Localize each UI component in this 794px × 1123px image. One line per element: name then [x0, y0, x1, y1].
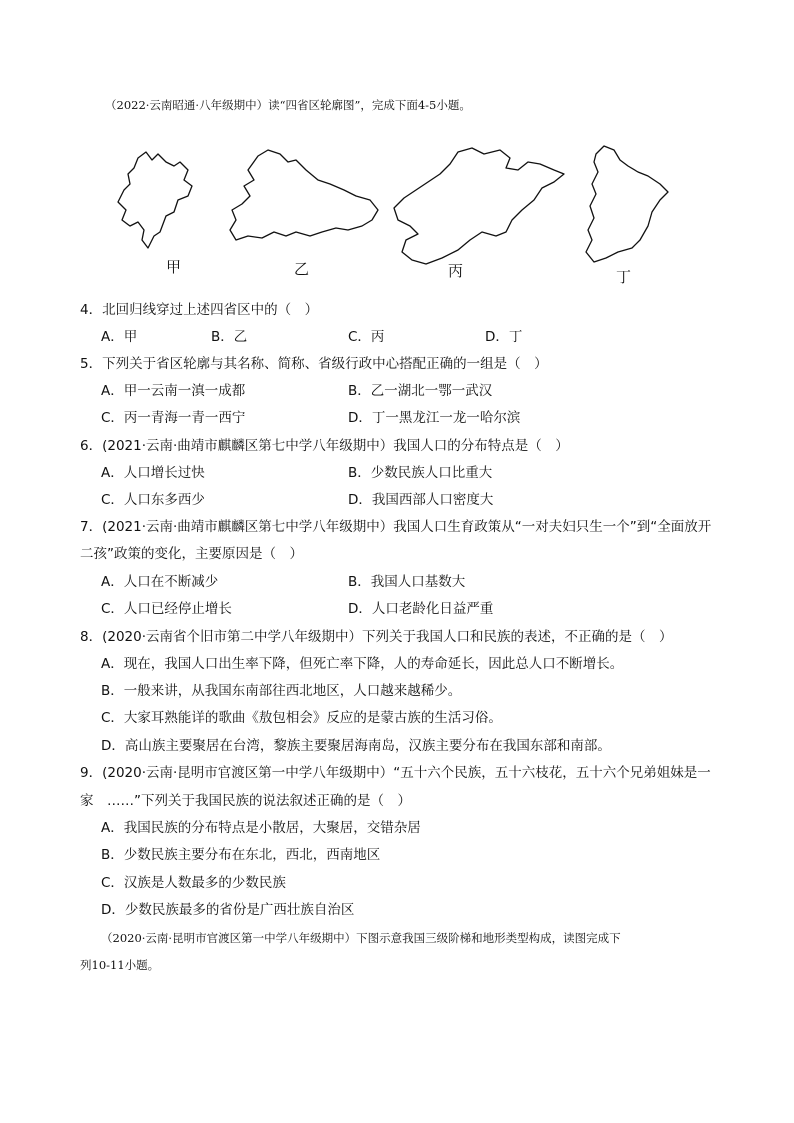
question-9-line-1: 9．(2020·云南·昆明市官渡区第一中学八年级期中）“五十六个民族，五十六枝花，五十六个兄弟姐妹是一 — [80, 765, 711, 781]
q8-option-b[interactable]: B．一般来讲，从我国东南部往西北地区，人口越来越稀少。 — [101, 683, 462, 699]
q5-option-a[interactable]: A．甲一云南一滇一成都 — [101, 383, 246, 399]
question-8: 8．(2020·云南省个旧市第二中学八年级期中）下列关于我国人口和民族的表述，不正确的是（ ） — [80, 629, 673, 645]
question-6: 6．(2021·云南·曲靖市麒麟区第七中学八年级期中）我国人口的分布特点是（ ） — [80, 438, 569, 454]
q6-option-d[interactable]: D．我国西部人口密度大 — [348, 492, 494, 508]
q9-option-a[interactable]: A．我国民族的分布特点是小散居，大聚居，交错杂居 — [101, 820, 421, 836]
q4-option-a[interactable]: A．甲 — [101, 329, 138, 345]
map-label-bing: 丙 — [448, 262, 464, 280]
q7-option-b[interactable]: B．我国人口基数大 — [348, 574, 466, 590]
q7-option-d[interactable]: D．人口老龄化日益严重 — [348, 601, 494, 617]
intro-10-11-line-2: 列10-11小题。 — [80, 958, 160, 972]
outline-ding — [586, 146, 668, 262]
intro-4-5: （2022·云南昭通·八年级期中）读“四省区轮廓图”，完成下面4-5小题。 — [105, 98, 471, 112]
outline-jia — [118, 152, 192, 248]
province-outline-svg — [108, 140, 688, 290]
q8-option-d[interactable]: D．高山族主要聚居在台湾，黎族主要聚居海南岛，汉族主要分布在我国东部和南部。 — [101, 738, 611, 754]
outline-bing — [394, 148, 564, 264]
q9-option-d[interactable]: D．少数民族最多的省份是广西壮族自治区 — [101, 902, 355, 918]
intro-10-11-line-1: （2020·云南·昆明市官渡区第一中学八年级期中）下图示意我国三级阶梯和地形类型构成，读图完成下 — [101, 931, 621, 945]
map-label-yi: 乙 — [294, 260, 310, 278]
question-9-line-2: 家 ……”下列关于我国民族的说法叙述正确的是（ ） — [80, 793, 411, 809]
map-label-jia: 甲 — [166, 258, 182, 276]
q7-option-a[interactable]: A．人口在不断减少 — [101, 574, 219, 590]
q6-option-c[interactable]: C．人口东多西少 — [101, 492, 205, 508]
q4-option-b[interactable]: B．乙 — [211, 329, 248, 345]
question-5: 5．下列关于省区轮廓与其名称、简称、省级行政中心搭配正确的一组是（ ） — [80, 356, 548, 372]
question-4: 4．北回归线穿过上述四省区中的（ ） — [80, 302, 319, 318]
q6-option-a[interactable]: A．人口增长过快 — [101, 465, 205, 481]
q7-option-c[interactable]: C．人口已经停止增长 — [101, 601, 232, 617]
q5-option-c[interactable]: C．丙一青海一青一西宁 — [101, 410, 246, 426]
q5-option-b[interactable]: B．乙一湖北一鄂一武汉 — [348, 383, 493, 399]
map-label-ding: 丁 — [616, 268, 632, 286]
q6-option-b[interactable]: B．少数民族人口比重大 — [348, 465, 493, 481]
outline-yi — [230, 150, 378, 240]
q9-option-b[interactable]: B．少数民族主要分布在东北，西北，西南地区 — [101, 847, 381, 863]
q8-option-a[interactable]: A．现在，我国人口出生率下降，但死亡率下降，人的寿命延长，因此总人口不断增长。 — [101, 656, 624, 672]
q5-option-d[interactable]: D．丁一黑龙江一龙一哈尔滨 — [348, 410, 521, 426]
q9-option-c[interactable]: C．汉族是人数最多的少数民族 — [101, 875, 286, 891]
q4-option-d[interactable]: D．丁 — [485, 329, 523, 345]
q4-option-c[interactable]: C．丙 — [348, 329, 385, 345]
province-outline-maps — [108, 140, 688, 290]
question-7-line-1: 7．(2021·云南·曲靖市麒麟区第七中学八年级期中）我国人口生育政策从“一对夫妇只生一个”到“全面放开 — [80, 519, 712, 535]
q8-option-c[interactable]: C．大家耳熟能详的歌曲《敖包相会》反应的是蒙古族的生活习俗。 — [101, 710, 502, 726]
question-7-line-2: 二孩”政策的变化，主要原因是（ ） — [80, 546, 303, 562]
